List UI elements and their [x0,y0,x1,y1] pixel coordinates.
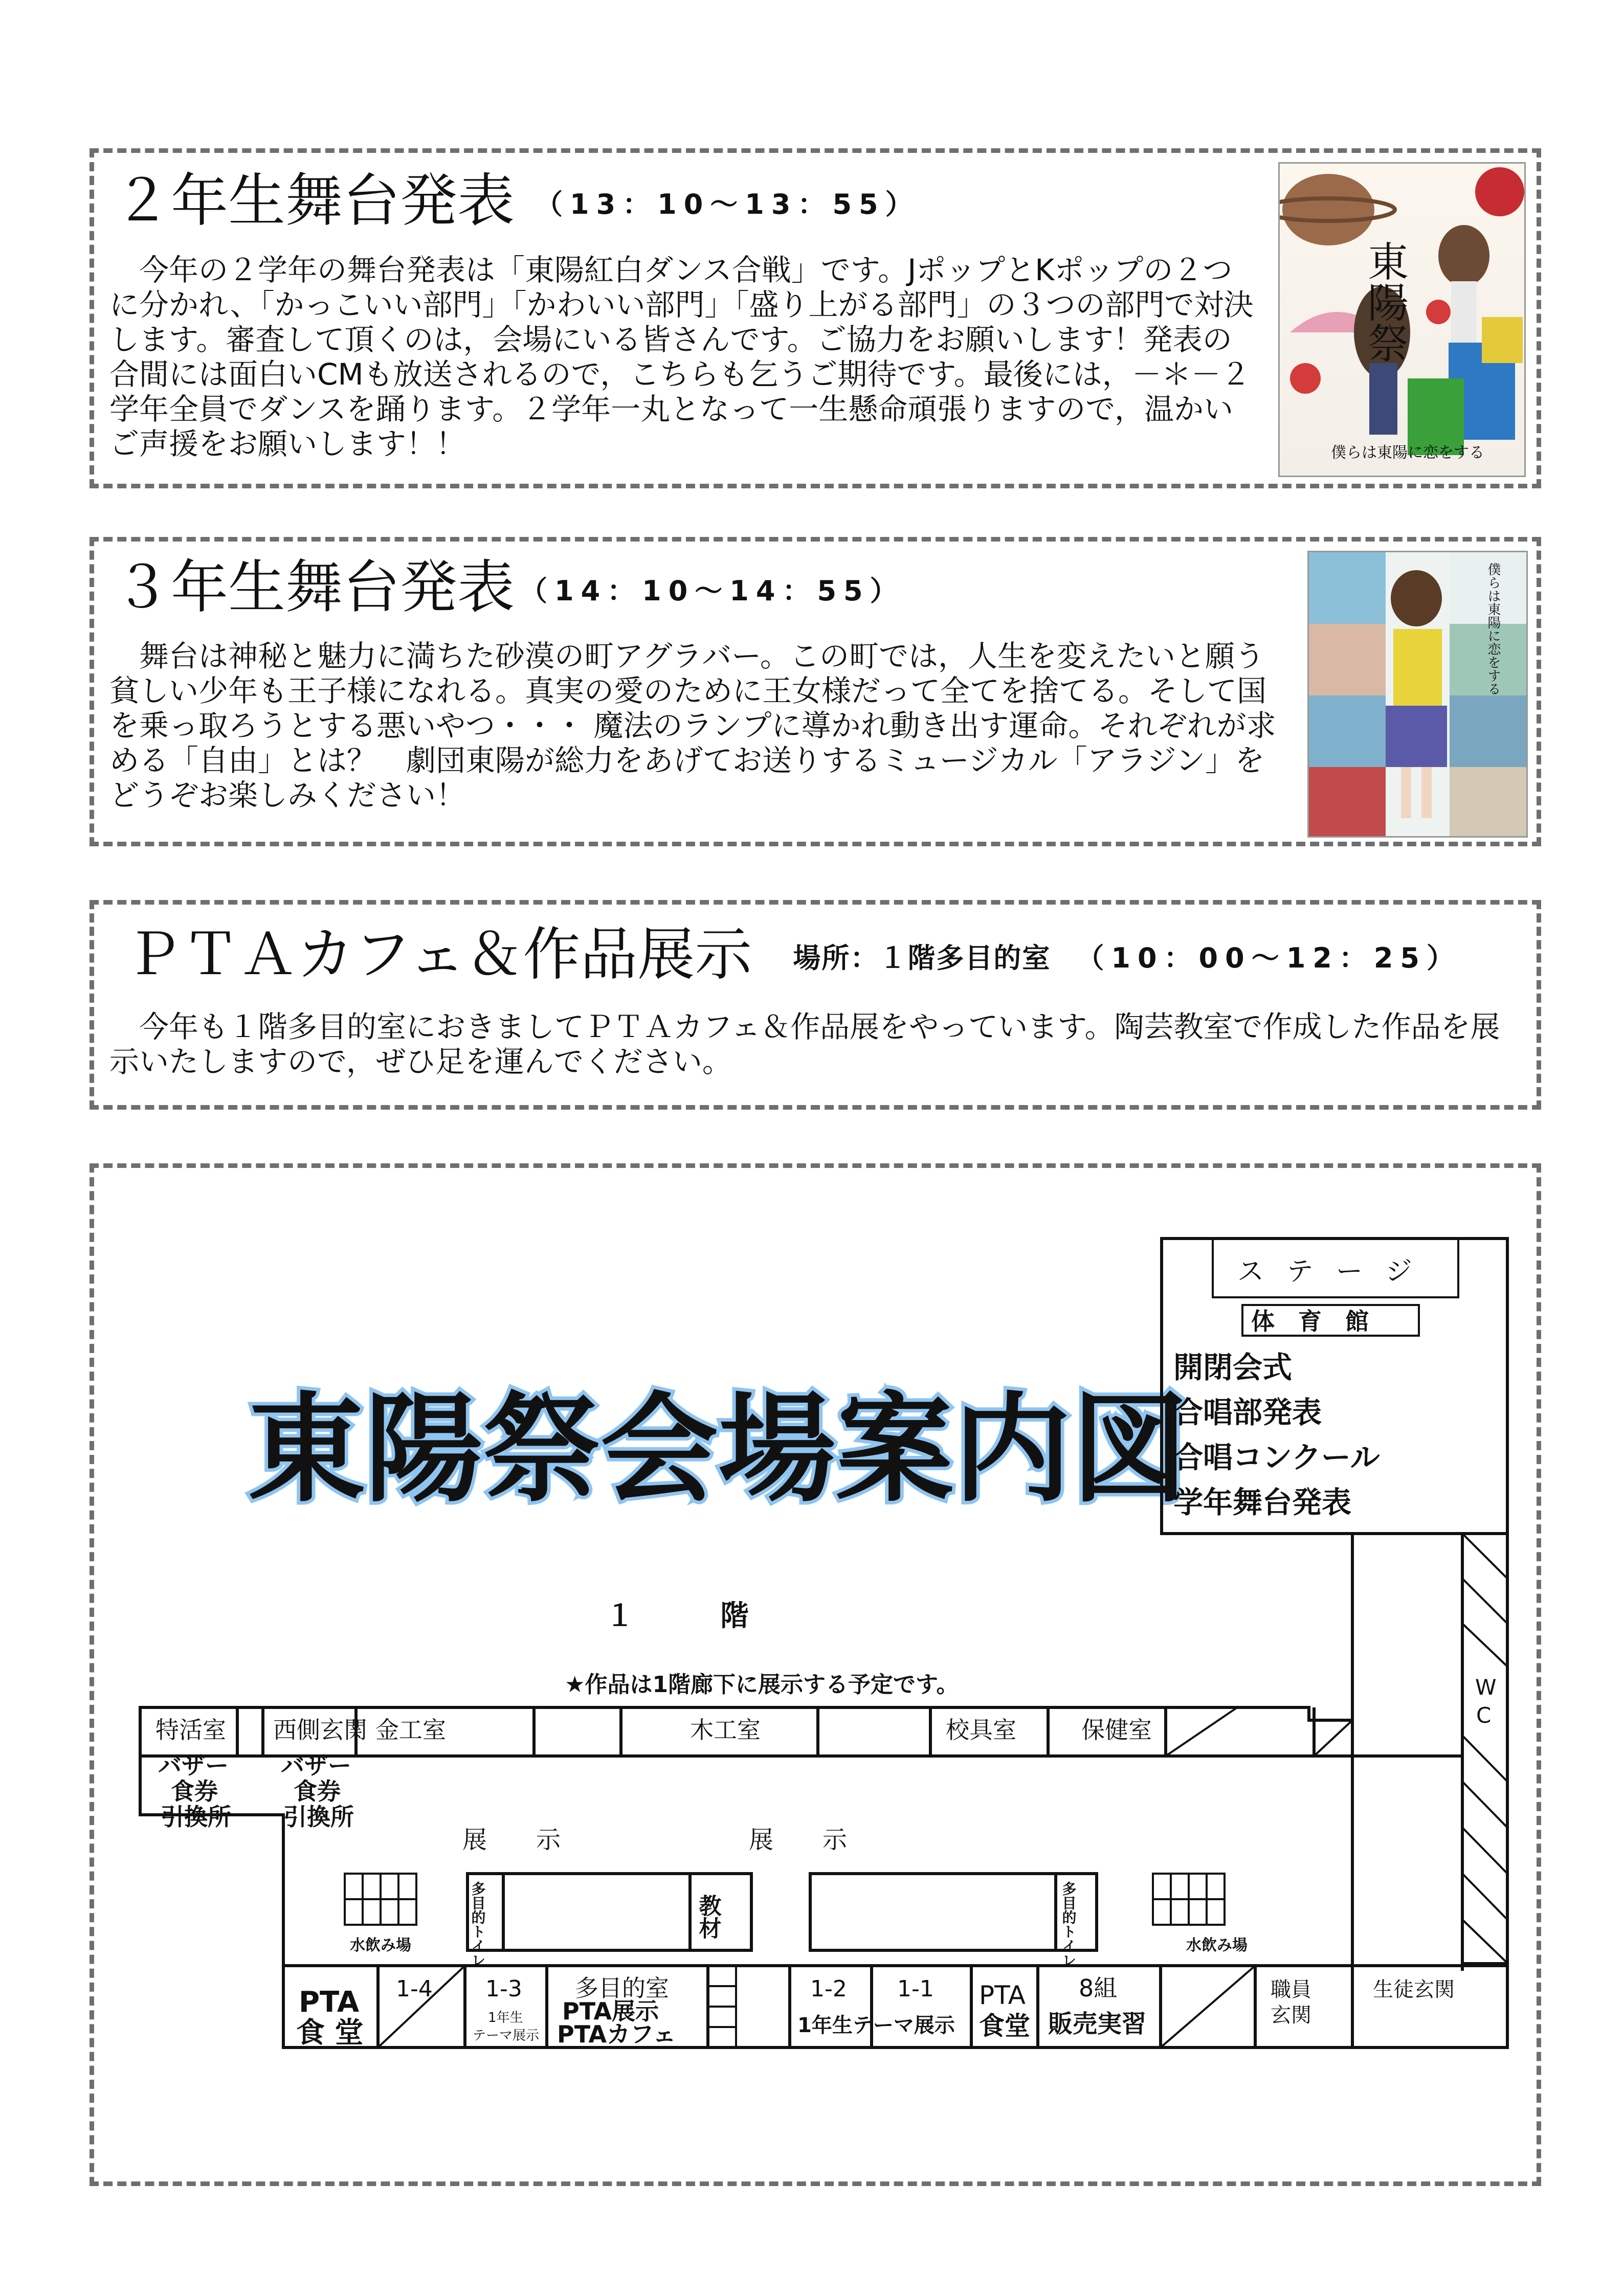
top-row-hatch [1166,1707,1352,1756]
kyozai-label: 教材 [695,1894,721,1939]
hanbai-jisshu: 販売実習 [1048,2010,1147,2038]
section-pta-cafe [90,900,1541,1110]
room-tokkatsu: 特活室 [155,1716,226,1744]
room-mokko: 木工室 [690,1716,761,1744]
shokuin-genkan-2: 玄関 [1271,2004,1311,2027]
gym-event-4: 学年舞台発表 [1173,1485,1352,1520]
pta-time: （10：00～12：25） [1076,942,1461,975]
bazaar-2b: 食券 [294,1777,341,1805]
wc-label-c: C [1476,1703,1492,1728]
pta-body: 今年も１階多目的室におきましてＰＴＡカフェ＆作品展をやっています。陶芸教室で作成した作品を展示いたしますので，ぜひ足を運んでください。 [109,1009,1500,1079]
map-title: 東陽祭会場案内図 [248,1382,1189,1518]
grade3-poster-title: 僕らは東陽に恋をする [1485,562,1501,695]
central-block-left-walls [503,1874,690,1950]
grade3-time: （14：10～14：55） [520,575,905,607]
central-block-right [810,1874,1097,1950]
pta-title [125,921,1461,988]
wc-label-w: W [1475,1675,1497,1700]
pta-shokudo-b1: PTA [979,1980,1026,2010]
grade2-body: 今年の２学年の舞台発表は「東陽紅白ダンス合戦」です。JポップとKポップの２つに分かれ、「かっこいい部門」「かわいい部門」「盛り上がる部門」の３つの部門で対決します。審査して頂くのは，会場にいる皆さんです。ご協力をお願いします！発表の合間には面白いCMも放送されるので，こちらも乞うご期待です。最後には，－＊－２学年全員でダンスを踊ります。２学年一丸となって一生懸命頑張りますので，温かいご声援をお願いします！！ [109,253,1254,461]
grade3-poster [1307,551,1528,838]
gym-event-3: 合唱コンクール [1173,1440,1380,1475]
bazaar-1a: バザー [158,1752,229,1780]
grade2-poster-art [1280,164,1524,476]
room-nishi: 西側玄関 [273,1716,367,1744]
theme-tenji: 1年生テーマ展示 [797,2014,955,2037]
grade3-poster-art [1309,552,1526,836]
grade2-title [114,168,920,234]
gym-label: 体 育 館 [1251,1308,1369,1335]
toilet-left: 多目的トイレ [469,1881,486,1967]
pta-tenji: PTA展示 [562,1997,659,2025]
room-1-4: 1-4 [396,1976,433,2002]
room-1-3-sub1: 1年生 [488,2010,523,2025]
room-1-3-sub2: テーマ展示 [473,2028,540,2043]
venue-map [94,1168,1537,2181]
grade2-poster-caption: 僕らは東陽に恋をする [1331,444,1484,462]
shokuin-genkan-1: 職員 [1271,1978,1311,2001]
room-hoken: 保健室 [1081,1716,1152,1744]
tenji-label-1: 展 示 [462,1826,561,1854]
stage-label: ス テ ー ジ [1237,1256,1419,1287]
room-1-1: 1-1 [897,1976,934,2002]
floor-label: １ 階 [606,1600,749,1633]
room-kinko: 金工室 [375,1716,446,1744]
grade3-title-text: ３年生舞台発表 [114,554,515,621]
pta-title-text: ＰＴＡカフェ＆作品展示 [125,921,752,988]
grade3-title [114,554,905,621]
tenji-label-2: 展 示 [749,1826,848,1854]
exhibit-note: ★作品は1階廊下に展示する予定です。 [565,1672,959,1698]
room-tamokuteki: 多目的室 [575,1974,669,2002]
grade2-time: （13：10～13：55） [535,188,920,221]
room-1-2: 1-2 [810,1976,847,2002]
grade3-body: 舞台は神秘と魅力に満ちた砂漠の町アグラバー。この町では，人生を変えたいと願う貧しい少年も王子様になれる。真実の愛のために王女様だって全てを捨てる。そして国を乗っ取ろうとする悪いやつ・・・ 魔法のランプに導かれ動き出す運命。それぞれが求める「自由」とは？ 劇団東陽が総力をあげてお送りするミュージカル「アラジン」をどうぞお楽しみください！ [109,639,1276,813]
pta-shokudo-b2: 食堂 [979,2011,1030,2041]
bazaar-1c: 引換所 [161,1803,231,1831]
grade2-poster-title: 東陽祭 [1361,240,1409,363]
pta-location: 場所：１階多目的室 [793,942,1051,975]
seito-genkan: 生徒玄関 [1373,1978,1455,2001]
bazaar-2a: バザー [281,1752,351,1780]
mizunomiba-left: 水飲み場 [350,1937,411,1954]
section-grade3-stage [90,537,1541,846]
gym-event-1: 開閉会式 [1173,1350,1293,1385]
room-kogu: 校具室 [946,1716,1016,1744]
section-venue-map [90,1163,1541,2186]
gym-event-2: 合唱部発表 [1173,1395,1322,1430]
bazaar-2c: 引換所 [283,1803,354,1831]
stairs-left-treads [345,1874,416,1925]
bazaar-1b: 食券 [171,1777,218,1805]
mizunomiba-right: 水飲み場 [1186,1937,1248,1954]
bottom-stairs [708,1966,736,2047]
pta-cafe: PTAカフェ [557,2020,676,2048]
stairs-right-treads [1153,1874,1225,1925]
toilet-right: 多目的トイレ [1060,1881,1077,1967]
room-1-3: 1-3 [485,1976,522,2002]
section-grade2-stage [90,148,1541,488]
wc-block [1462,1534,1507,1963]
grade2-title-text: ２年生舞台発表 [114,168,515,234]
pta-shokudo-2: 食 堂 [296,2016,364,2050]
connector-wall [1352,1534,1462,1971]
pta-shokudo-1: PTA [299,1986,360,2019]
wc-hatch [1462,1534,1507,1963]
room-8kumi: 8組 [1079,1974,1118,2002]
grade2-poster [1278,162,1526,477]
